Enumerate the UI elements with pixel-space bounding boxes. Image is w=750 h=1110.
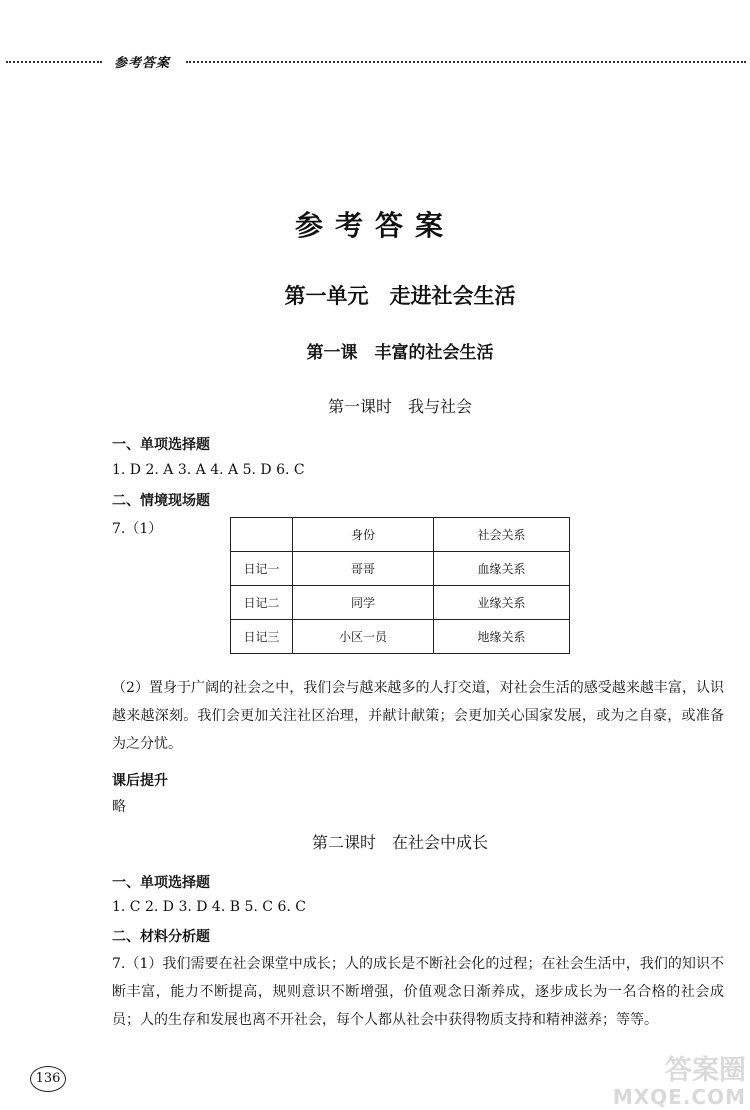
p2-q7-text: 7.（1）我们需要在社会课堂中成长；人的成长是不断社会化的过程；在社会生活中，我们的知识不断丰富，能力不断提高，规则意识不断增强，价值观念日渐养成，逐步成长为一名合格的社会成员；人的生存和发展也离不开社会，每个人都从社会中获得物质支持和精神滋养；等等。 [112,956,724,1028]
running-header [0,52,750,72]
p1-section2-heading: 二、情境现场题 [112,493,210,509]
table-cell: 业缘关系 [434,586,570,620]
running-title: 参考答案 [114,56,171,71]
page-title: 参考答案 [294,209,455,242]
p2-section2-heading: 二、材料分析题 [112,929,210,945]
table-cell: 日记三 [231,620,293,654]
table-row [231,552,570,586]
lesson-title: 第一课 丰富的社会生活 [306,343,494,363]
after-class-text: 略 [112,799,126,815]
period-1-title: 第一课时 我与社会 [327,397,472,416]
table-cell: 日记一 [231,552,293,586]
table-header-cell: 社会关系 [434,518,570,552]
table-cell: 同学 [293,586,434,620]
p1-section1-heading: 一、单项选择题 [112,437,210,453]
p1-section1-answers: 1. D 2. A 3. A 4. A 5. D 6. C [112,462,305,478]
table-cell: 血缘关系 [434,552,570,586]
table-cell: 日记二 [231,586,293,620]
header-dotted-rule-right [186,61,746,63]
p1-q7-label: 7.（1） [112,521,163,537]
after-class-heading: 课后提升 [112,773,168,789]
p2-section1-answers: 1. C 2. D 3. D 4. B 5. C 6. C [112,899,306,915]
table-row [231,620,570,654]
unit-title: 第一单元 走进社会生活 [284,284,516,308]
p2-section1-heading: 一、单项选择题 [112,875,210,891]
watermark-logo [560,1055,746,1109]
table-cell [231,518,293,552]
p1-q7-part2: （2）置身于广阔的社会之中，我们会与越来越多的人打交道，对社会生活的感受越来越丰富，认识越来越深刻。我们会更加关注社区治理，并献计献策；会更加关心国家发展，或为之自豪，或准备为之分忧。 [112,680,724,752]
table-header-row [231,518,570,552]
table-row [231,586,570,620]
watermark-line2: MXQE.COM [612,1085,746,1109]
period-2-title: 第二课时 在社会中成长 [311,833,488,852]
header-dotted-rule-left [6,61,102,63]
table-header-cell: 身份 [293,518,434,552]
page-number: 136 [30,1066,66,1092]
watermark-line1: 答案圈 [665,1055,746,1086]
table-cell: 小区一员 [293,620,434,654]
table-cell: 地缘关系 [434,620,570,654]
table-cell: 哥哥 [293,552,434,586]
relations-table [230,517,570,654]
